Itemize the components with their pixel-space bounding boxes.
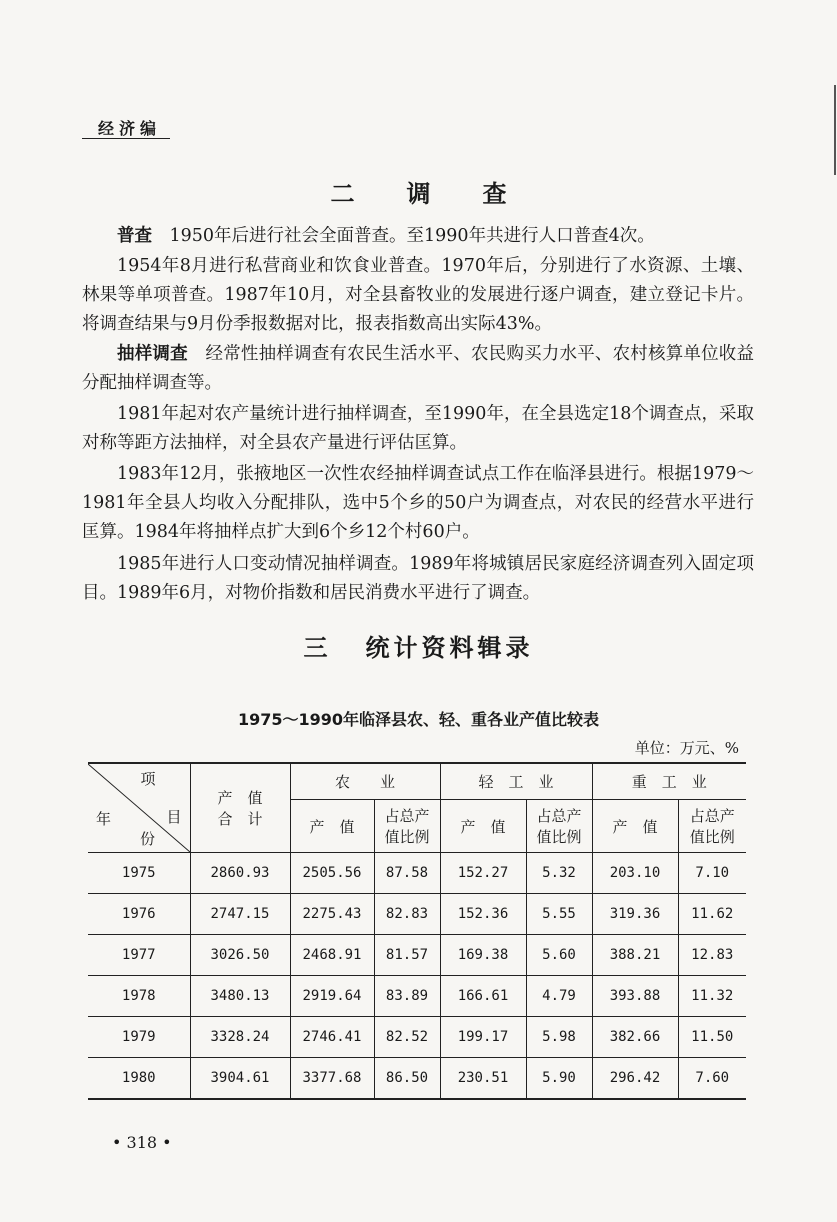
- table-cell: 166.61: [440, 976, 526, 1017]
- table-title: 1975～1990年临泽县农、轻、重各业产值比较表: [237, 710, 600, 729]
- table-cell: 87.58: [374, 853, 440, 894]
- table-cell: 2468.91: [290, 935, 374, 976]
- table-cell: 2505.56: [290, 853, 374, 894]
- table-row: [88, 1017, 746, 1058]
- table-cell: 3377.68: [290, 1058, 374, 1099]
- corner-label: 项: [140, 770, 156, 788]
- header-sub-ratio-line: 占总产: [384, 807, 430, 826]
- table-cell: 5.55: [526, 894, 592, 935]
- paragraph: [82, 252, 754, 339]
- table-unit: 单位：万元、%: [634, 739, 739, 757]
- table-cell-year: 1977: [88, 935, 190, 976]
- section-title-text: 统计资料辑录: [365, 633, 534, 662]
- table-cell: 7.60: [678, 1058, 746, 1099]
- table-cell: 3904.61: [190, 1058, 290, 1099]
- table-cell: 199.17: [440, 1017, 526, 1058]
- paragraph-text: 1983年12月，张掖地区一次性农经抽样调查试点工作在临泽县进行。根据1979～1981年全县人均收入分配排队，选中5个乡的50户为调查点，对农民的经营水平进行匡算。1984年将抽样点扩大到6个乡12个村60户。: [82, 464, 754, 542]
- table-cell: 152.27: [440, 853, 526, 894]
- table-row: [88, 935, 746, 976]
- table-cell: 296.42: [592, 1058, 678, 1099]
- header-sub-ratio-line: 值比例: [384, 828, 430, 847]
- section-title-char: 调: [406, 179, 431, 208]
- section-title-statistics: [0, 628, 837, 663]
- table-cell: 3026.50: [190, 935, 290, 976]
- paragraph: [82, 460, 754, 547]
- table-row: [88, 853, 746, 894]
- table-cell: 2747.15: [190, 894, 290, 935]
- table-cell: 82.83: [374, 894, 440, 935]
- section-number: 二: [330, 179, 355, 208]
- header-sub-ratio-line: 占总产: [689, 807, 735, 826]
- table-cell: 230.51: [440, 1058, 526, 1099]
- page-number: • 318 •: [112, 1133, 172, 1152]
- paragraph-text: 经常性抽样调查有农民生活水平、农民购买力水平、农村核算单位收益分配抽样调查等。: [82, 344, 755, 393]
- header-sub-ratio: [678, 800, 746, 853]
- table-row: [88, 1058, 746, 1099]
- table-cell: 4.79: [526, 976, 592, 1017]
- table-cell: 2275.43: [290, 894, 374, 935]
- table-cell: 169.38: [440, 935, 526, 976]
- corner-label: 份: [140, 830, 156, 848]
- table-cell: 388.21: [592, 935, 678, 976]
- corner-label: 年: [96, 810, 112, 828]
- table-cell-year: 1980: [88, 1058, 190, 1099]
- header-sub-value: 产 值: [290, 800, 374, 853]
- table-body: [88, 853, 746, 1099]
- table-cell: 393.88: [592, 976, 678, 1017]
- header-sub-ratio: [526, 800, 592, 853]
- paragraph-text: 1985年进行人口变动情况抽样调查。1989年将城镇居民家庭经济调查列入固定项目。1989年6月，对物价指数和居民消费水平进行了调查。: [82, 554, 754, 603]
- table-cell: 319.36: [592, 894, 678, 935]
- table-cell: 11.32: [678, 976, 746, 1017]
- table-cell: 3480.13: [190, 976, 290, 1017]
- table-cell: 82.52: [374, 1017, 440, 1058]
- table-cell: 5.98: [526, 1017, 592, 1058]
- table-row: [88, 894, 746, 935]
- paragraph: [82, 222, 754, 251]
- table-cell: 81.57: [374, 935, 440, 976]
- header-group-heavy-industry: 重 工 业: [592, 763, 746, 800]
- header-sub-ratio: [374, 800, 440, 853]
- table-row: [88, 976, 746, 1017]
- paragraph-lead: 普查: [117, 226, 152, 246]
- paragraph-text: 1950年后进行社会全面普查。至1990年共进行人口普查4次。: [152, 226, 655, 246]
- table-cell: 2860.93: [190, 853, 290, 894]
- table-cell: 152.36: [440, 894, 526, 935]
- table-cell: 5.90: [526, 1058, 592, 1099]
- data-table: [88, 762, 746, 1100]
- paragraph-text: 1981年起对农产量统计进行抽样调查，至1990年，在全县选定18个调查点，采取对称等距方法抽样，对全县农产量进行评估匡算。: [82, 404, 754, 453]
- table-cell: 2746.41: [290, 1017, 374, 1058]
- table-cell: 12.83: [678, 935, 746, 976]
- table-cell-year: 1978: [88, 976, 190, 1017]
- header-sub-ratio-line: 占总产: [536, 807, 582, 826]
- table-cell: 2919.64: [290, 976, 374, 1017]
- header-group-agriculture: 农 业: [290, 763, 440, 800]
- section-header-label: 经济编: [98, 119, 162, 138]
- table-cell: 382.66: [592, 1017, 678, 1058]
- table-cell: 5.60: [526, 935, 592, 976]
- paragraph-text: 1954年8月进行私营商业和饮食业普查。1970年后，分别进行了水资源、土壤、林果等单项普查。1987年10月，对全县畜牧业的发展进行逐户调查，建立登记卡片。将调查结果与9月份季报数据对比，报表指数高出实际43%。: [82, 256, 754, 334]
- table-cell: 5.32: [526, 853, 592, 894]
- page-edge-line: [834, 85, 836, 175]
- table-cell: 203.10: [592, 853, 678, 894]
- section-title-char: 查: [482, 179, 507, 208]
- header-underline: [82, 138, 170, 139]
- section-title-survey: [0, 174, 837, 209]
- table-cell: 3328.24: [190, 1017, 290, 1058]
- table-cell-year: 1979: [88, 1017, 190, 1058]
- header-sub-value: 产 值: [592, 800, 678, 853]
- header-total-line: 合 计: [217, 810, 263, 828]
- header-sub-ratio-line: 值比例: [536, 828, 582, 847]
- header-total-line: 产 值: [217, 789, 263, 807]
- table-cell-year: 1975: [88, 853, 190, 894]
- header-total: [190, 763, 290, 853]
- paragraph: [82, 340, 754, 398]
- corner-label: 目: [166, 808, 182, 826]
- header-group-light-industry: 轻 工 业: [440, 763, 592, 800]
- section-number: 三: [303, 633, 328, 662]
- table-corner-header: [88, 763, 190, 853]
- paragraph: [82, 400, 754, 458]
- table-cell: 11.50: [678, 1017, 746, 1058]
- table-cell: 83.89: [374, 976, 440, 1017]
- table-cell-year: 1976: [88, 894, 190, 935]
- table-cell: 7.10: [678, 853, 746, 894]
- header-sub-value: 产 值: [440, 800, 526, 853]
- table-cell: 86.50: [374, 1058, 440, 1099]
- table-cell: 11.62: [678, 894, 746, 935]
- header-sub-ratio-line: 值比例: [689, 828, 735, 847]
- paragraph: [82, 550, 754, 608]
- paragraph-lead: 抽样调查: [117, 344, 188, 364]
